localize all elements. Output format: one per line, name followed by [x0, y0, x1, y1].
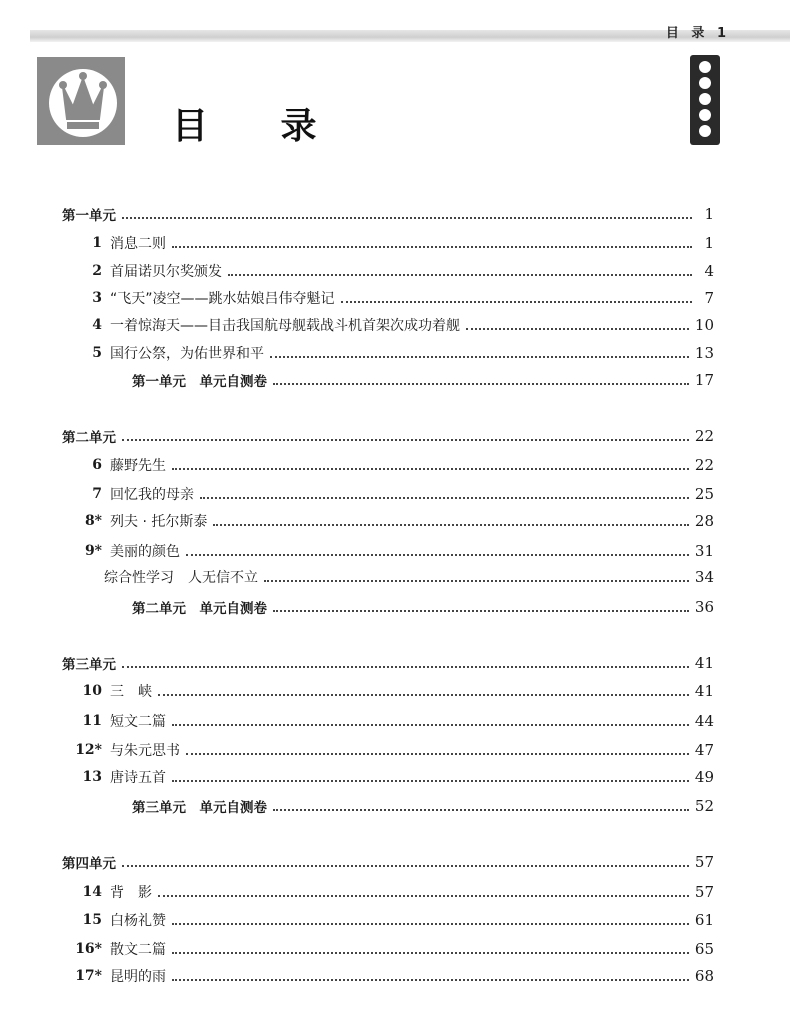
dot-leader	[264, 580, 689, 582]
toc-page-number: 52	[694, 797, 714, 815]
toc-unit-title: 第二单元	[62, 430, 116, 446]
toc-test-row	[132, 595, 714, 619]
toc-unit-row	[62, 651, 714, 675]
toc-unit-title: 第一单元	[62, 208, 116, 224]
toc-page-number: 65	[694, 940, 714, 958]
toc-page-number: 25	[694, 485, 714, 503]
toc-entry-row	[62, 482, 714, 506]
toc-entry-number: 17*	[75, 968, 102, 984]
toc-entry-title: “飞天”凌空——跳水姑娘吕伟夺魁记	[110, 291, 335, 307]
toc-page-number: 57	[694, 883, 714, 901]
toc-page-number: 13	[694, 344, 714, 362]
toc-page-number: 41	[694, 654, 714, 672]
toc-entry-row	[62, 539, 714, 563]
toc-entry-row	[62, 709, 714, 733]
dot-leader	[273, 610, 689, 612]
toc-entry-title: 消息二则	[110, 236, 166, 252]
dot-leader	[122, 439, 689, 441]
toc-entry-number: 13	[82, 769, 102, 785]
dot-leader	[158, 694, 689, 696]
toc-page-number: 7	[704, 289, 714, 307]
toc-entry-row	[62, 738, 714, 762]
toc-unit-row	[62, 202, 714, 226]
toc-nonum-row	[104, 565, 714, 589]
toc-page-number: 17	[694, 371, 714, 389]
toc-page-number: 41	[694, 682, 714, 700]
dot-leader	[186, 554, 689, 556]
toc-page-number: 28	[694, 512, 714, 530]
toc-entry-row	[62, 231, 714, 255]
dot-leader	[172, 246, 692, 248]
toc-entry-title: 白杨礼赞	[110, 913, 166, 929]
toc-unit-title: 第三单元	[62, 657, 116, 673]
toc-entry-number: 12*	[75, 742, 102, 758]
dot-leader	[172, 780, 689, 782]
dot-leader	[273, 383, 689, 385]
toc-entry-row	[62, 964, 714, 988]
toc-entry-row	[62, 937, 714, 961]
toc-entry-title: 一着惊海天——目击我国航母舰载战斗机首架次成功着舰	[110, 318, 460, 334]
dot-leader	[341, 301, 692, 303]
toc-page-number: 1	[704, 234, 714, 252]
toc-entry-row	[62, 679, 714, 703]
toc-page-number: 44	[694, 712, 714, 730]
toc-entry-number: 1	[92, 235, 102, 251]
toc-entry-title: 昆明的雨	[110, 969, 166, 985]
toc-entry-title: 三 峡	[110, 684, 152, 700]
dot-leader	[172, 724, 689, 726]
dot-leader	[158, 895, 689, 897]
toc-entry-row	[62, 880, 714, 904]
toc-entry-number: 9*	[84, 543, 102, 559]
toc-test-title: 第二单元 单元自测卷	[132, 601, 267, 617]
toc-entry-title: 国行公祭，为佑世界和平	[110, 346, 264, 362]
toc-entry-title: 散文二篇	[110, 942, 166, 958]
toc-page-number: 57	[694, 853, 714, 871]
toc-page-number: 31	[694, 542, 714, 560]
toc-page-number: 34	[694, 568, 714, 586]
toc-page-number: 68	[694, 967, 714, 985]
dot-leader	[122, 865, 689, 867]
toc-entry-number: 11	[82, 713, 102, 729]
dot-leader	[228, 274, 692, 276]
dot-leader	[200, 497, 689, 499]
crown-logo-icon	[37, 57, 125, 145]
toc-entry-title: 藤野先生	[110, 458, 166, 474]
dot-leader	[122, 217, 692, 219]
toc-entry-number: 2	[92, 263, 102, 279]
side-decoration	[690, 55, 720, 145]
toc-entry-row	[62, 509, 714, 533]
toc-entry-row	[62, 341, 714, 365]
toc-entry-number: 4	[92, 317, 102, 333]
toc-entry-number: 6	[92, 457, 102, 473]
toc-page-number: 22	[694, 427, 714, 445]
toc-page-number: 22	[694, 456, 714, 474]
toc-page-number: 1	[704, 205, 714, 223]
toc-entry-title: 列夫 · 托尔斯泰	[110, 514, 208, 530]
toc-unit-row	[62, 424, 714, 448]
toc-entry-title: 背 影	[110, 885, 152, 901]
toc-entry-row	[62, 453, 714, 477]
dot-leader	[273, 809, 689, 811]
toc-page-number: 49	[694, 768, 714, 786]
toc-page-number: 47	[694, 741, 714, 759]
toc-entry-title: 短文二篇	[110, 714, 166, 730]
toc-entry-title: 与朱元思书	[110, 743, 180, 759]
dot-leader	[213, 524, 689, 526]
toc-entry-row	[62, 259, 714, 283]
toc-page-number: 36	[694, 598, 714, 616]
toc-test-title: 第三单元 单元自测卷	[132, 800, 267, 816]
toc-test-row	[132, 368, 714, 392]
toc-entry-title: 首届诺贝尔奖颁发	[110, 264, 222, 280]
toc-entry-title: 美丽的颜色	[110, 544, 180, 560]
toc-entry-title: 回忆我的母亲	[110, 487, 194, 503]
toc-unit-title: 第四单元	[62, 856, 116, 872]
toc-entry-title: 唐诗五首	[110, 770, 166, 786]
dot-leader	[186, 753, 689, 755]
dot-leader	[172, 979, 689, 981]
dot-leader	[172, 923, 689, 925]
toc-test-title: 第一单元 单元自测卷	[132, 374, 267, 390]
toc-entry-number: 5	[92, 345, 102, 361]
dot-leader	[172, 468, 689, 470]
running-head: 目 录 1	[665, 26, 730, 41]
toc-nonum-title: 综合性学习 人无信不立	[104, 570, 258, 586]
toc-entry-number: 16*	[75, 941, 102, 957]
toc-page-number: 10	[694, 316, 714, 334]
dot-leader	[172, 952, 689, 954]
toc-entry-row	[62, 908, 714, 932]
toc-page-number: 4	[704, 262, 714, 280]
toc-unit-row	[62, 850, 714, 874]
toc-entry-number: 14	[82, 884, 102, 900]
toc-entry-number: 7	[92, 486, 102, 502]
toc-entry-row	[62, 313, 714, 337]
toc-entry-row	[62, 765, 714, 789]
toc-entry-number: 8*	[84, 513, 102, 529]
dot-leader	[270, 356, 689, 358]
toc-test-row	[132, 794, 714, 818]
toc-entry-number: 15	[82, 912, 102, 928]
toc-page-number: 61	[694, 911, 714, 929]
toc-entry-number: 3	[92, 290, 102, 306]
page-title: 目 录	[172, 106, 347, 147]
dot-leader	[466, 328, 689, 330]
dot-leader	[122, 666, 689, 668]
toc-entry-number: 10	[82, 683, 102, 699]
toc-entry-row	[62, 286, 714, 310]
